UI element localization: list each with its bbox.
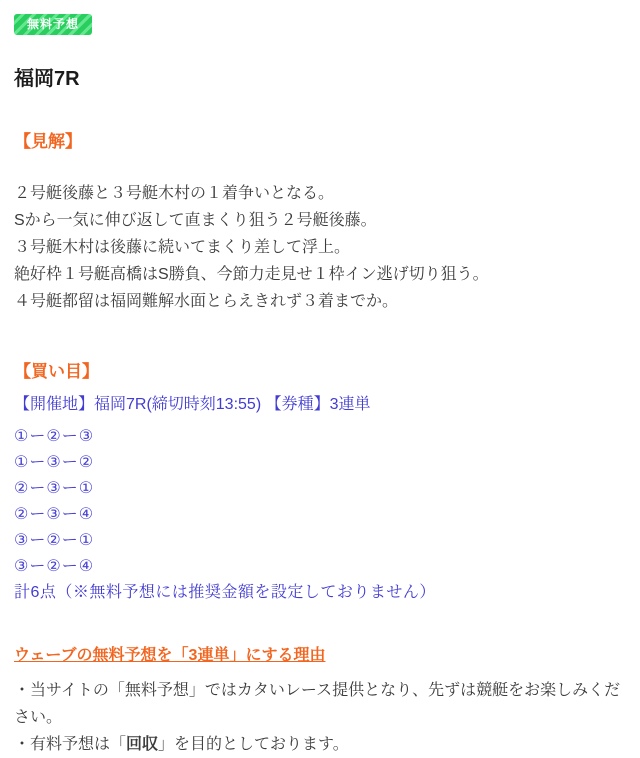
kenkai-line: 絶好枠１号艇高橋はS勝負、今節力走見せ１枠イン逃げ切り狙う。 (14, 266, 489, 283)
reason-line (14, 731, 626, 758)
bet-combination: ②ー③ー④ (14, 506, 95, 523)
bet-combination: ②ー③ー① (14, 480, 95, 497)
reason-body (14, 677, 626, 758)
kaime-venue-info: 【開催地】福岡7R(締切時刻13:55) 【券種】3連単 (14, 396, 371, 413)
kenkai-line: Sから一気に伸び返して直まくり狙う２号艇後藤。 (14, 212, 377, 229)
reason-heading-link[interactable]: ウェーブの無料予想を「3連単」にする理由 (14, 647, 326, 664)
kenkai-section-heading: 【見解】 (14, 132, 82, 151)
bet-combination: ③ー②ー① (14, 532, 95, 549)
kenkai-line: ４号艇都留は福岡難解水面とらえきれず３着までか。 (14, 293, 399, 310)
reason-line: ・当サイトの「無料予想」ではカタいレース提供となり、先ずは競艇をお楽しみください。 (14, 682, 621, 726)
race-title: 福岡7R (14, 68, 80, 90)
reason-line2-suffix: 」を目的としております。 (158, 736, 349, 753)
kaime-section-heading: 【買い目】 (14, 362, 99, 381)
kenkai-body (14, 180, 626, 315)
free-prediction-badge: 無料予想 (14, 14, 92, 35)
bet-total-note: 計6点（※無料予想には推奨金額を設定しておりません） (14, 584, 436, 601)
reason-line2-emphasis: 回収 (126, 736, 159, 753)
kenkai-line: ２号艇後藤と３号艇木村の１着争いとなる。 (14, 185, 335, 202)
bet-combination: ③ー②ー④ (14, 558, 95, 575)
bet-combination: ①ー②ー③ (14, 428, 95, 445)
bet-list (14, 424, 626, 606)
kenkai-line: ３号艇木村は後藤に続いてまくり差して浮上。 (14, 239, 351, 256)
bet-combination: ①ー③ー② (14, 454, 95, 471)
reason-line2-prefix: ・有料予想は「 (14, 736, 127, 753)
